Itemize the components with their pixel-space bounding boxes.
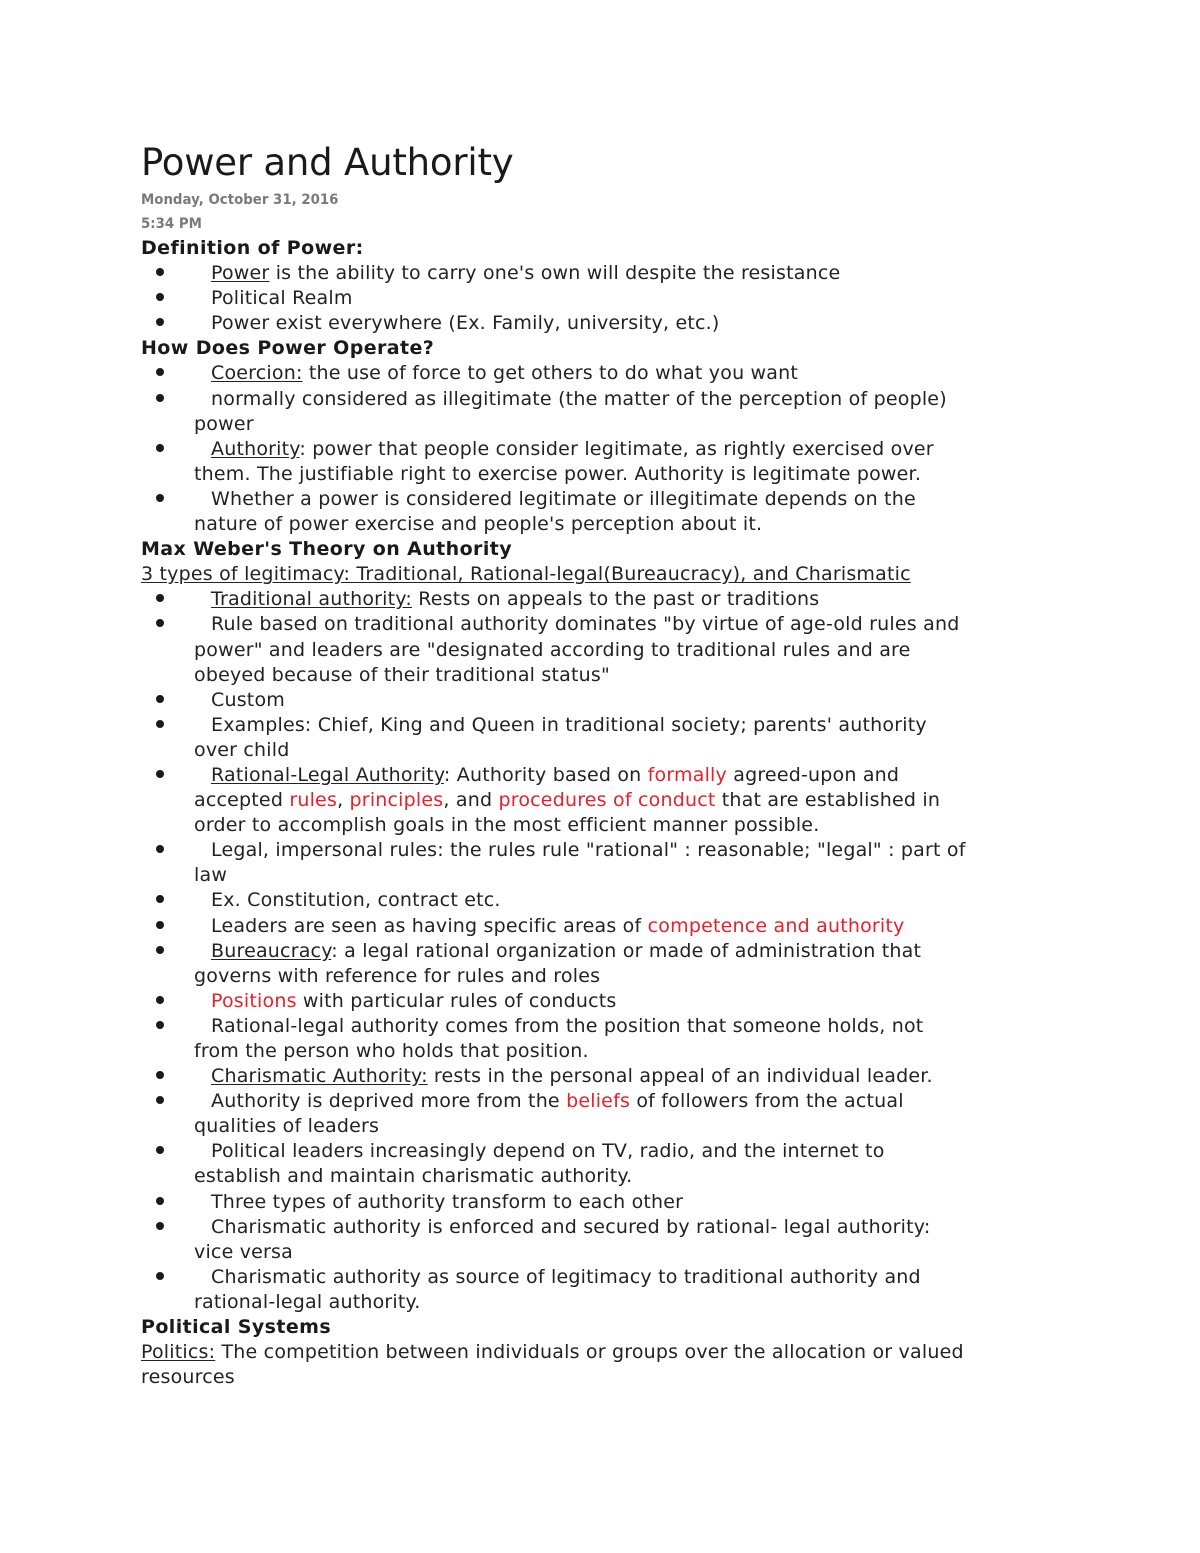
list-item: Bureaucracy: a legal rational organization or made of administration that governs with reference for rules and roles — [141, 939, 1071, 989]
heading-definition-of-power: Definition of Power: — [141, 237, 364, 259]
bullet-icon — [156, 695, 164, 703]
bullet-icon — [156, 1071, 164, 1079]
list-item: Three types of authority transform to each other — [141, 1190, 1071, 1215]
bullet-icon — [156, 720, 164, 728]
list-item: Leaders are seen as having specific areas of competence and authority — [141, 914, 1071, 939]
term-power: Power — [211, 262, 270, 285]
list-item: Authority: power that people consider legitimate, as rightly exercised over them. The justifiable right to exercise power. Authority is legitimate power. — [141, 437, 1071, 487]
bullet-icon — [156, 996, 164, 1004]
highlight-rules: rules — [289, 789, 338, 812]
bullet-icon — [156, 1021, 164, 1029]
list-item: Charismatic Authority: rests in the personal appeal of an individual leader. — [141, 1064, 1071, 1089]
list-item: normally considered as illegitimate (the matter of the perception of people) power — [141, 387, 1071, 437]
bullet-icon — [156, 619, 164, 627]
bullet-icon — [156, 895, 164, 903]
bullet-icon — [156, 268, 164, 276]
bullet-icon — [156, 594, 164, 602]
page-title: Power and Authority — [141, 141, 514, 184]
bullet-icon — [156, 494, 164, 502]
list-item: Charismatic authority as source of legitimacy to traditional authority and rational-legal authority. — [141, 1265, 1071, 1315]
bullet-icon — [156, 1272, 164, 1280]
term-politics: Politics: — [141, 1341, 216, 1364]
bullet-icon — [156, 770, 164, 778]
bullet-icon — [156, 368, 164, 376]
note-date: Monday, October 31, 2016 — [141, 192, 339, 208]
list-definition — [141, 261, 1071, 336]
list-item: Power exist everywhere (Ex. Family, university, etc.) — [141, 311, 1071, 336]
term-coercion: Coercion: — [211, 362, 303, 385]
bullet-icon — [156, 1096, 164, 1104]
subheading-types-of-legitimacy: 3 types of legitimacy: Traditional, Rational-legal(Bureaucracy), and Charismatic — [141, 563, 911, 586]
term-charismatic-authority: Charismatic Authority: — [211, 1065, 428, 1088]
list-item: Power is the ability to carry one's own will despite the resistance — [141, 261, 1071, 286]
list-item: Traditional authority: Rests on appeals to the past or traditions — [141, 587, 1071, 612]
politics-definition: Politics: The competition between individuals or groups over the allocation or valued — [141, 1341, 964, 1364]
term-traditional-authority: Traditional authority: — [211, 588, 412, 611]
list-item: Whether a power is considered legitimate or illegitimate depends on the nature of power exercise and people's perception about it. — [141, 487, 1071, 537]
list-item: Examples: Chief, King and Queen in traditional society; parents' authority over child — [141, 713, 1071, 763]
bullet-icon — [156, 318, 164, 326]
bullet-icon — [156, 946, 164, 954]
bullet-icon — [156, 921, 164, 929]
list-item: Positions with particular rules of conducts — [141, 989, 1071, 1014]
bullet-icon — [156, 394, 164, 402]
list-item: Rational-legal authority comes from the position that someone holds, not from the person who holds that position. — [141, 1014, 1071, 1064]
heading-max-weber: Max Weber's Theory on Authority — [141, 538, 512, 561]
highlight-positions: Positions — [211, 989, 297, 1012]
list-item: Rational-Legal Authority: Authority based on formally agreed-upon and accepted rules, principles, and procedures of conduct that are established in order to accomplish goals in the most efficient manner possible. — [141, 763, 1071, 838]
list-item: Political leaders increasingly depend on TV, radio, and the internet to establish and maintain charismatic authority. — [141, 1139, 1071, 1189]
highlight-formally: formally — [647, 763, 727, 786]
list-operate — [141, 361, 1071, 537]
bullet-icon — [156, 1146, 164, 1154]
politics-definition-line2: resources — [141, 1366, 235, 1389]
bullet-icon — [156, 1197, 164, 1205]
bullet-icon — [156, 845, 164, 853]
bullet-icon — [156, 293, 164, 301]
note-time: 5:34 PM — [141, 216, 202, 232]
heading-how-does-power-operate: How Does Power Operate? — [141, 337, 435, 360]
bullet-icon — [156, 444, 164, 452]
list-item: Rule based on traditional authority dominates "by virtue of age-old rules and power" and leaders are "designated according to traditional rules and are obeyed because of their traditional status" — [141, 612, 1071, 687]
list-item: Ex. Constitution, contract etc. — [141, 888, 1071, 913]
list-weber — [141, 587, 1071, 1315]
highlight-principles: principles — [349, 789, 444, 812]
note-page — [141, 140, 1071, 1390]
term-rational-legal-authority: Rational-Legal Authority — [211, 763, 444, 786]
list-item: Charismatic authority is enforced and secured by rational- legal authority: vice versa — [141, 1215, 1071, 1265]
bullet-icon — [156, 1222, 164, 1230]
highlight-beliefs: beliefs — [566, 1090, 631, 1113]
heading-political-systems: Political Systems — [141, 1316, 332, 1339]
list-item: Authority is deprived more from the beliefs of followers from the actual qualities of leaders — [141, 1089, 1071, 1139]
list-item: Coercion: the use of force to get others to do what you want — [141, 361, 1071, 386]
highlight-competence-and-authority: competence and authority — [647, 914, 905, 937]
list-item: Legal, impersonal rules: the rules rule "rational" : reasonable; "legal" : part of law — [141, 838, 1071, 888]
list-item: Political Realm — [141, 286, 1071, 311]
list-item: Custom — [141, 688, 1071, 713]
term-bureaucracy: Bureaucracy — [211, 939, 332, 962]
highlight-procedures-of-conduct: procedures of conduct — [498, 789, 716, 812]
term-authority: Authority — [211, 437, 300, 460]
